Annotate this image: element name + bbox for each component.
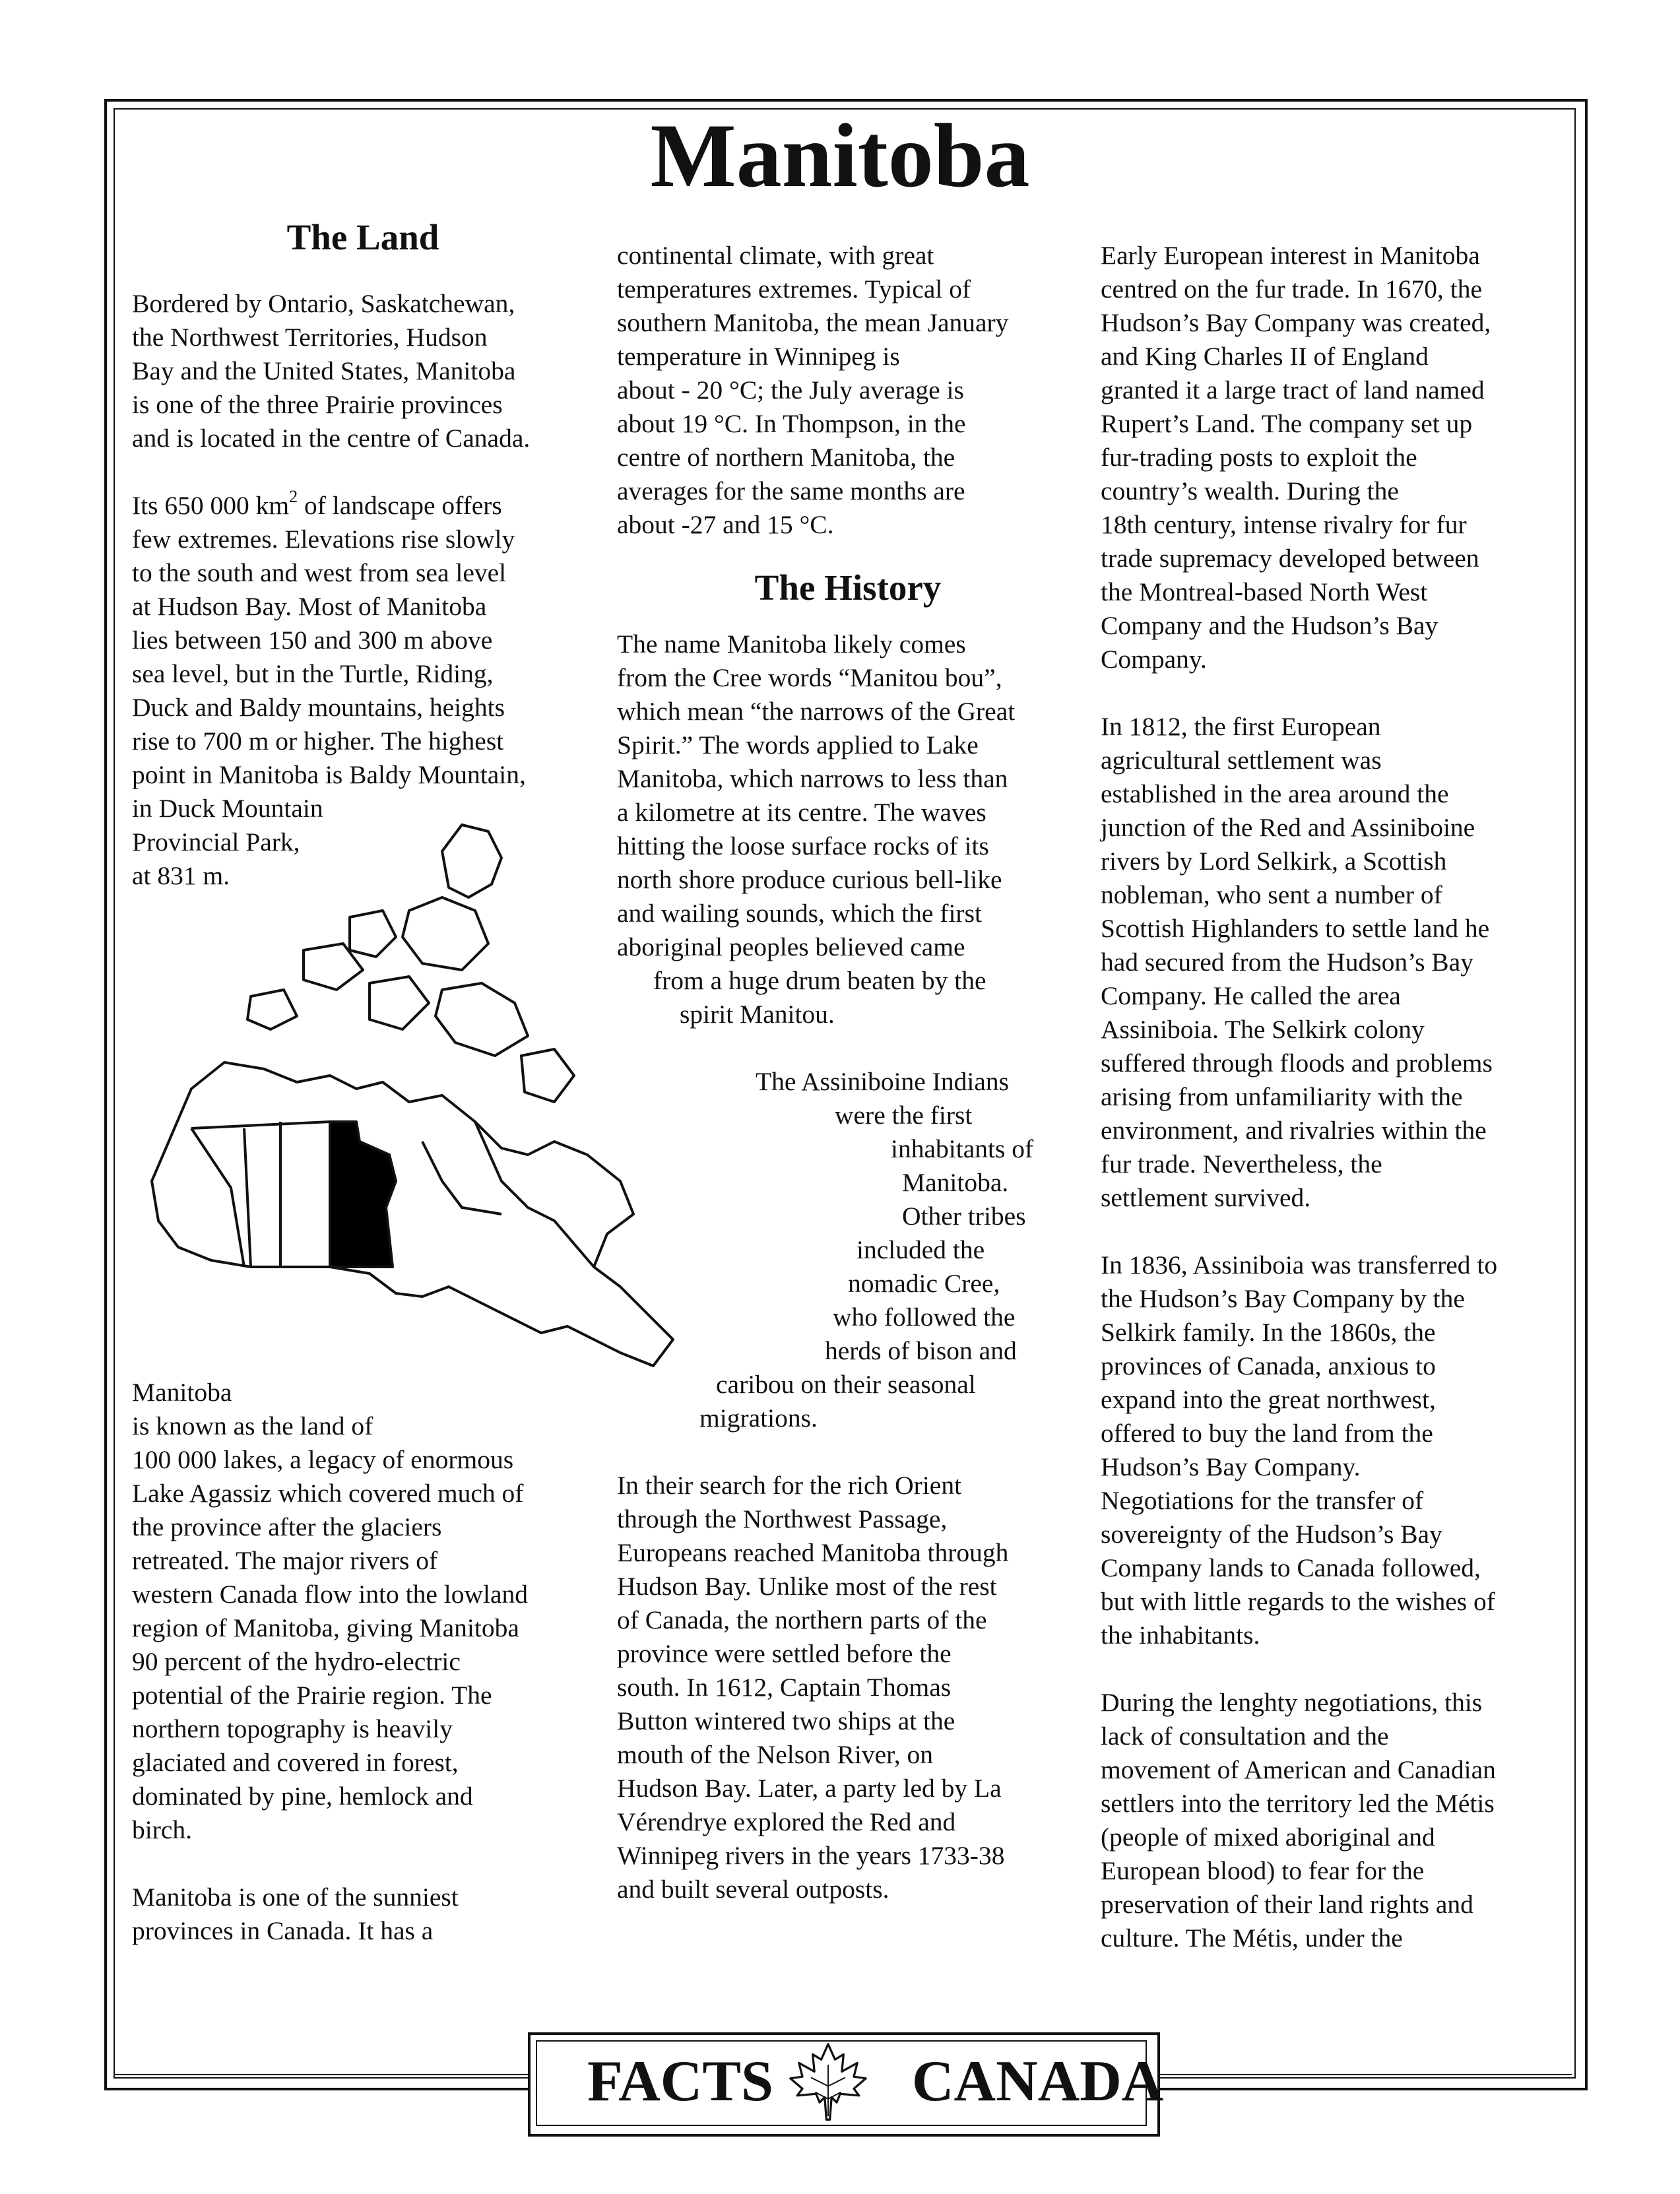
text-line: junction of the Red and Assiniboine [1101,813,1475,842]
text-line: Hudson Bay. Later, a party led by La [617,1774,1002,1803]
text-line: Hudson Bay. Unlike most of the rest [617,1572,997,1601]
text-line: offered to buy the land from the [1101,1419,1433,1448]
text-line: glaciated and covered in forest, [132,1748,459,1777]
text-line: movement of American and Canadian [1101,1755,1496,1784]
text-line: Bay and the United States, Manitoba [132,356,516,385]
text-line: aboriginal peoples believed came [617,932,965,961]
text-line: Provincial Park, [132,827,300,856]
land-paragraph-1 [132,287,594,455]
text-line: the Hudson’s Bay Company by the [1101,1284,1465,1313]
history-paragraph-1 [617,628,1079,1031]
text-line: Europeans reached Manitoba through [617,1538,1009,1567]
text-line: settlement survived. [1101,1183,1311,1212]
text-line: western Canada flow into the lowland [132,1580,529,1609]
text-line: suffered through floods and problems [1101,1049,1493,1078]
arctic-island [247,990,297,1029]
text-line: Bordered by Ontario, Saskatchewan, [132,289,515,318]
text-line: hitting the loose surface rocks of its [617,831,989,860]
text-line: and is located in the centre of Canada. [132,424,531,453]
text-line: rivers by Lord Selkirk, a Scottish [1101,847,1447,876]
text-line: arising from unfamiliarity with the [1101,1082,1463,1111]
text-line: continental climate, with great [617,241,934,270]
maple-leaf-icon [785,2039,871,2125]
text-line: temperatures extremes. Typical of [617,274,971,304]
text-line: Negotiations for the transfer of [1101,1486,1424,1515]
text-line: migrations. [699,1404,818,1433]
text-line: lack of consultation and the [1101,1722,1389,1751]
text-line: nomadic Cree, [848,1269,1000,1298]
column-right [1101,239,1563,1955]
text-line: provinces in Canada. It has a [132,1916,434,1945]
text-line: from a huge drum beaten by the [653,966,986,995]
text-line: retreated. The major rivers of [132,1546,438,1575]
text-line: Hudson’s Bay Company was created, [1101,308,1491,337]
arctic-island [350,911,396,957]
text-line: In their search for the rich Orient [617,1471,962,1500]
arctic-island [370,977,429,1029]
text-line: about - 20 °C; the July average is [617,375,964,404]
text-line: Manitoba is one of the sunniest [132,1883,459,1912]
text-line: rise to 700 m or higher. The highest [132,726,504,756]
text-line: culture. The Métis, under the [1101,1923,1403,1952]
text-line: (people of mixed aboriginal and [1101,1823,1435,1852]
text-line: the Montreal-based North West [1101,577,1428,606]
text-line: During the lenghty negotiations, this [1101,1688,1483,1717]
text-line: but with little regards to the wishes of [1101,1587,1495,1616]
area-value: Its 650 000 km [132,491,290,520]
text-line: dominated by pine, hemlock and [132,1782,473,1811]
text-line: Company. [1101,645,1207,674]
history-paragraph-2 [617,1065,1079,1435]
text-line: Manitoba, which narrows to less than [617,764,1008,793]
text-line: few extremes. Elevations rise slowly [132,525,515,554]
history-paragraph-3 [617,1469,1079,1906]
text-line: region of Manitoba, giving Manitoba [132,1613,519,1642]
text-line: Lake Agassiz which covered much of [132,1479,524,1508]
canada-mainland [152,1062,673,1366]
text-line: mouth of the Nelson River, on [617,1740,933,1769]
text-line: the province after the glaciers [132,1512,442,1541]
text-line: Company and the Hudson’s Bay [1101,611,1438,640]
text-line: were the first [835,1101,973,1130]
text-line: southern Manitoba, the mean January [617,308,1009,337]
right-paragraph-4 [1101,1686,1563,1955]
text-line: birch. [132,1815,193,1844]
text-line: fur trade. Nevertheless, the [1101,1149,1382,1178]
text-line: sovereignty of the Hudson’s Bay [1101,1520,1442,1549]
text-line: provinces of Canada, anxious to [1101,1351,1436,1380]
text-line: the inhabitants. [1101,1621,1260,1650]
right-paragraph-1 [1101,239,1563,676]
area-unit-superscript: 2 [289,487,298,506]
text-line: who followed the [833,1303,1016,1332]
footer-canada-label: CANADA [912,2049,1164,2113]
text-line: south. In 1612, Captain Thomas [617,1673,952,1702]
text-line: Manitoba [132,1378,232,1407]
text-line: is one of the three Prairie provinces [132,390,503,419]
page-title: Manitoba [650,105,1030,206]
section-heading-land: The Land [286,217,439,257]
text-line: Selkirk family. In the 1860s, the [1101,1318,1436,1347]
text-line: at 831 m. [132,861,230,890]
text-line: Manitoba. [902,1168,1009,1197]
arctic-island [442,825,501,897]
arctic-island [521,1049,574,1102]
text-line: caribou on their seasonal [716,1370,976,1399]
text-line: point in Manitoba is Baldy Mountain, [132,760,526,789]
text-line: granted it a large tract of land named [1101,375,1485,404]
column-left [132,218,594,893]
text-line: 18th century, intense rivalry for fur [1101,510,1467,539]
right-paragraph-3 [1101,1248,1563,1652]
footer-rule-right [1157,2074,1572,2075]
text-line: of Canada, the northern parts of the [617,1605,987,1634]
column-middle [617,239,1079,1906]
text-line: Assiniboia. The Selkirk colony [1101,1015,1425,1044]
text-line: centred on the fur trade. In 1670, the [1101,274,1483,304]
text-line: about 19 °C. In Thompson, in the [617,409,966,438]
text-line: province were settled before the [617,1639,952,1668]
text-line: nobleman, who sent a number of [1101,880,1442,909]
text-line: and built several outposts. [617,1875,889,1904]
text-line: fur-trading posts to exploit the [1101,443,1417,472]
text-line: European blood) to fear for the [1101,1856,1425,1885]
climate-paragraph [617,239,1079,542]
text-line: Company lands to Canada followed, [1101,1553,1481,1582]
text-line: inhabitants of [891,1134,1034,1163]
text-line: lies between 150 and 300 m above [132,626,493,655]
text-line: Button wintered two ships at the [617,1706,955,1735]
text-line: environment, and rivalries within the [1101,1116,1487,1145]
text-line: The name Manitoba likely comes [617,629,966,659]
text-line: In 1812, the first European [1101,712,1381,741]
text-line: which mean “the narrows of the Great [617,697,1016,726]
text-line: Spirit.” The words applied to Lake [617,730,979,759]
text-line: sea level, but in the Turtle, Riding, [132,659,494,688]
text-line: Company. He called the area [1101,981,1401,1010]
text-line: 100 000 lakes, a legacy of enormous [132,1445,514,1474]
text-line: Duck and Baldy mountains, heights [132,693,505,722]
text-line: settlers into the territory led the Métis [1101,1789,1495,1818]
text-line: north shore produce curious bell-like [617,865,1002,894]
text-line: centre of northern Manitoba, the [617,443,955,472]
text-line: from the Cree words “Manitou bou”, [617,663,1002,692]
arctic-island [403,897,488,970]
arctic-island [436,983,528,1056]
canada-map [132,812,693,1445]
text-line: Other tribes [902,1202,1026,1231]
text-line: in Duck Mountain [132,794,323,823]
text-line: and King Charles II of England [1101,342,1429,371]
text-line: agricultural settlement was [1101,746,1382,775]
text-line: is known as the land of [132,1411,373,1440]
text-line: established in the area around the [1101,779,1449,808]
text-line: spirit Manitou. [680,1000,835,1029]
text-line: northern topography is heavily [132,1714,453,1743]
footer-rule-left [115,2074,528,2075]
text-line: Rupert’s Land. The company set up [1101,409,1473,438]
text-line: averages for the same months are [617,476,965,505]
column-left-lower [132,1376,594,1948]
text-line: potential of the Prairie region. The [132,1681,492,1710]
text-line: to the south and west from sea level [132,558,507,587]
text-line: a kilometre at its centre. The waves [617,798,986,827]
text-line: Hudson’s Bay Company. [1101,1452,1361,1481]
text-line: Scottish Highlanders to settle land he [1101,914,1490,943]
text-fragment: of landscape offers [298,491,502,520]
land-paragraph-3 [132,1376,594,1847]
text-line [132,489,594,523]
section-heading-history: The History [754,567,942,608]
text-line: Early European interest in Manitoba [1101,241,1480,270]
text-line: trade supremacy developed between [1101,544,1479,573]
text-line: 90 percent of the hydro-electric [132,1647,461,1676]
text-line: preservation of their land rights and [1101,1890,1473,1919]
text-line: and wailing sounds, which the first [617,899,982,928]
text-line: at Hudson Bay. Most of Manitoba [132,592,487,621]
text-line: The Assiniboine Indians [756,1067,1009,1096]
text-line: included the [856,1235,985,1264]
land-paragraph-4 [132,1881,594,1948]
text-line: In 1836, Assiniboia was transferred to [1101,1250,1498,1279]
text-line: temperature in Winnipeg is [617,342,900,371]
text-line: about -27 and 15 °C. [617,510,834,539]
text-line: country’s wealth. During the [1101,476,1399,505]
footer-facts-label: FACTS [587,2049,773,2113]
text-line: Winnipeg rivers in the years 1733-38 [617,1841,1005,1870]
text-line: Vérendrye explored the Red and [617,1807,956,1836]
text-line: expand into the great northwest, [1101,1385,1436,1414]
text-line: had secured from the Hudson’s Bay [1101,948,1473,977]
text-line: through the Northwest Passage, [617,1504,948,1533]
right-paragraph-2 [1101,710,1563,1215]
text-line: the Northwest Territories, Hudson [132,323,488,352]
text-line: herds of bison and [825,1336,1017,1365]
